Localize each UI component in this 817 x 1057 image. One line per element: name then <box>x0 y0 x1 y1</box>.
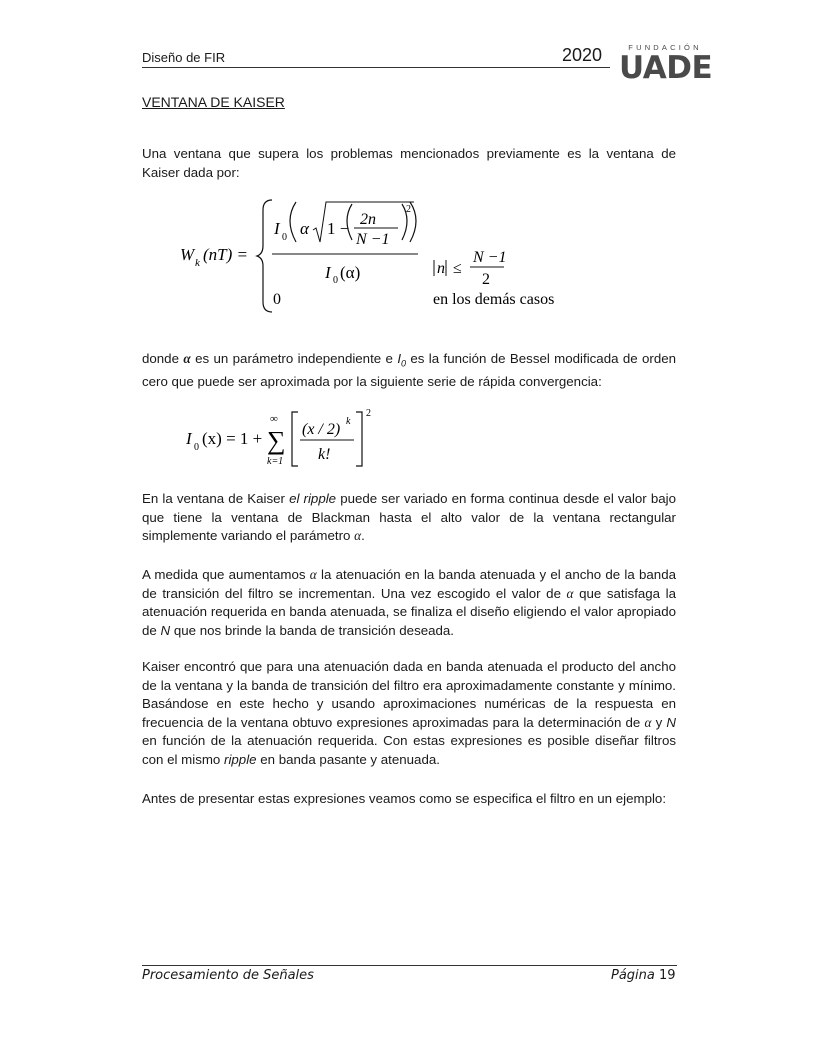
p3-text-a: En la ventana de Kaiser <box>142 491 285 506</box>
eq2-num: (x / 2) <box>302 421 341 438</box>
p4-text-a: A medida que aumentamos <box>142 567 306 582</box>
p5-alpha: α <box>644 714 652 730</box>
footer-page-number <box>611 968 676 983</box>
p4-alpha-1: α <box>309 567 317 582</box>
eq2-i-sub: 0 <box>194 442 199 453</box>
p3-ripple: el ripple <box>289 491 337 506</box>
p4-text-c: que satisfaga la atenuación requerida en banda atenuada, se finaliza el diseño eligiendo el valor apropiado de <box>142 585 676 638</box>
p4-n: N <box>160 622 171 638</box>
eq1-n-minus-1: N −1 <box>356 231 390 248</box>
footer-course-name: Procesamiento de Señales <box>142 968 314 983</box>
eq1-den-arg: (α) <box>340 263 361 282</box>
header-divider <box>142 67 610 68</box>
eq1-one-minus: 1 − <box>327 219 350 238</box>
p4-text-b: la atenuación en la banda atenuada y el ancho de la banda de transición del filtro se incrementan. Una vez escogido el valor de <box>142 567 676 601</box>
paragraph-kaiser-findings <box>142 658 676 770</box>
p5-text-b: en función de la atenuación requerida. Con estas expresiones es posible diseñar filtros con el mismo <box>142 733 676 767</box>
p2-i0-sub: 0 <box>401 358 407 369</box>
eq1-i: I <box>274 219 280 238</box>
p3-alpha: α <box>354 528 362 544</box>
eq2-outer-exp: 2 <box>366 408 371 419</box>
eq2-num-exp: k <box>346 416 351 427</box>
paragraph-attenuation <box>142 566 676 640</box>
p2-text-a: donde <box>142 351 179 366</box>
eq1-square: 2 <box>406 204 411 215</box>
eq1-brace <box>257 200 272 312</box>
eq1-i-sub: 0 <box>282 232 287 243</box>
eq1-w-sub: k <box>195 257 200 269</box>
eq2-den: k! <box>318 446 331 463</box>
footer-page-label: Página <box>611 968 655 983</box>
paragraph-intro: Una ventana que supera los problemas mencionados previamente es la ventana de Kaiser dada por: <box>142 146 676 180</box>
eq1-alpha: α <box>300 219 309 238</box>
p4-alpha-2: α <box>566 585 574 601</box>
p4-text-d: que nos brinde la banda de transición deseada. <box>173 622 454 638</box>
uade-logo <box>619 43 711 84</box>
eq2-sigma: ∑ <box>267 426 286 455</box>
p5-ripple: ripple <box>224 751 257 767</box>
eq2-upper: ∞ <box>270 413 278 425</box>
p2-alpha: α <box>183 351 191 366</box>
p5-n: N <box>666 714 676 730</box>
eq2-right-bracket <box>356 412 362 466</box>
p5-text-c: en banda pasante y atenuada. <box>260 751 440 767</box>
eq1-2n: 2n <box>360 211 376 228</box>
eq2-lower: k=1 <box>267 456 284 467</box>
paragraph-ripple <box>142 490 676 546</box>
eq1-cond-den: 2 <box>482 271 490 288</box>
p5-y: y <box>655 714 663 730</box>
p3-end: . <box>361 528 365 544</box>
logo-main-text: UADE <box>619 50 713 86</box>
p3-text-b: puede ser variado en forma continua desde el valor bajo que tiene la ventana de Blackman hasta el alto valor de la ventana rectangular simplemente variando el parámetro <box>142 491 676 544</box>
eq1-otherwise: en los demás casos <box>433 291 555 308</box>
p5-text-a: Kaiser encontró que para una atenuación dada en banda atenuada el producto del ancho de la ventana y la banda de transición del filtro era aproximadamente constante y mínimo. Basándose en este hecho y usando aproximaciones numéricas de la respuesta en frecuencia de la ventana obtuvo expresiones aproximadas para la determinación de <box>142 659 676 730</box>
eq1-den-sub: 0 <box>333 275 338 286</box>
footer-page-value: 19 <box>659 968 676 983</box>
eq1-outer-left-paren <box>290 202 296 242</box>
eq2-lhs: (x) = 1 + <box>202 429 263 448</box>
eq1-zero: 0 <box>273 291 281 308</box>
eq2-left-bracket <box>292 412 298 466</box>
footer-divider <box>142 965 677 966</box>
paragraph-example-intro: Antes de presentar estas expresiones veamos como se especifica el filtro en un ejemplo: <box>142 791 667 806</box>
logo-foundation-text: FUNDACIÓN <box>628 43 702 52</box>
eq1-cond-num: N −1 <box>473 249 507 266</box>
p2-text-b: es un parámetro independiente e <box>195 351 393 366</box>
eq1-den-i: I <box>325 263 331 282</box>
section-title: VENTANA DE KAISER <box>142 94 285 110</box>
p2-i0: I <box>397 351 402 366</box>
eq2-i: I <box>186 429 192 448</box>
p2-text-c: es la función de Bessel modificada de orden cero que puede ser aproximada por la siguiente serie de rápida convergencia: <box>142 351 677 390</box>
header-title: Diseño de FIR <box>142 50 226 65</box>
eq1-w: W <box>180 245 195 264</box>
kaiser-window-equation <box>180 196 600 316</box>
eq1-cond-n: n <box>437 260 445 277</box>
header-year: 2020 <box>562 45 603 65</box>
paragraph-bessel <box>142 350 676 392</box>
eq1-lhs-arg: (nT) = <box>203 245 248 264</box>
bessel-series-equation <box>186 404 386 472</box>
eq1-cond-le: ≤ <box>453 260 462 277</box>
